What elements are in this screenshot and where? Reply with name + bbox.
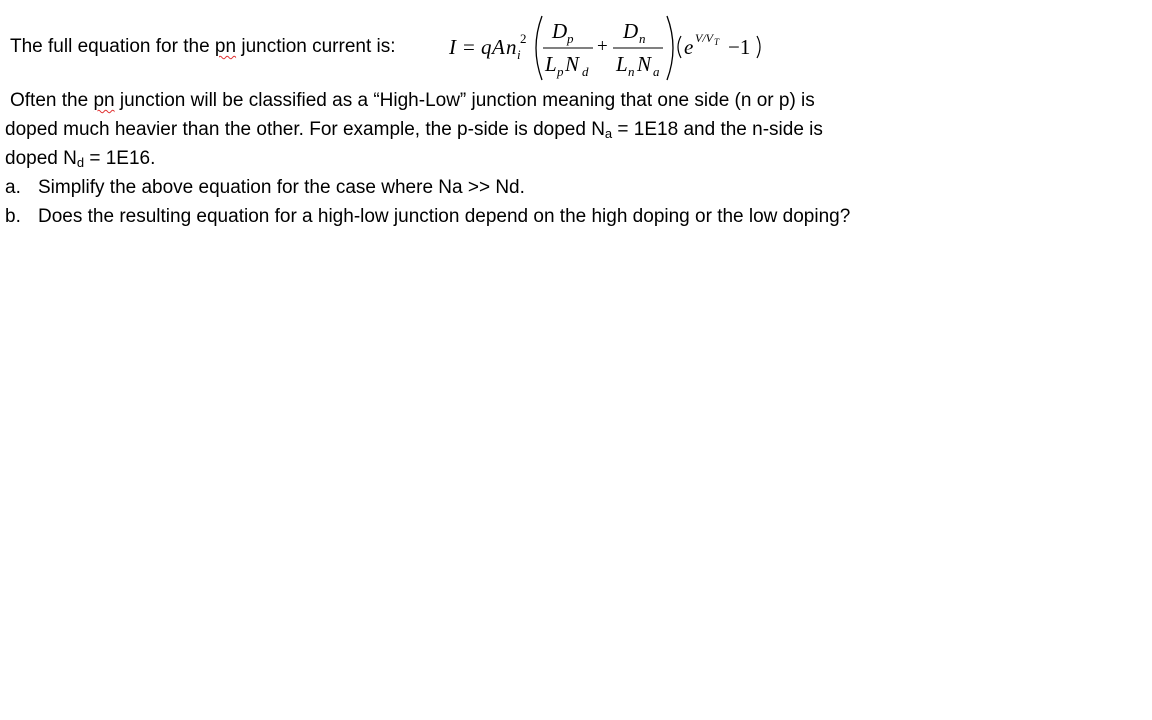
eq-Dp: D — [552, 19, 568, 43]
eq-exponent: V/V — [695, 31, 713, 45]
paragraph-line-3 — [5, 147, 155, 171]
pn-junction-equation — [443, 12, 773, 84]
eq-Dp-sub: p — [567, 31, 574, 46]
eq-Dn: D — [623, 19, 639, 43]
eq-Nd-sub: d — [582, 64, 589, 79]
list-text-a: Simplify the above equation for the case where Na >> Nd. — [38, 177, 525, 198]
intro-label: The full equation for the — [10, 36, 210, 57]
eq-Ln: L — [616, 52, 628, 76]
list-item-b — [5, 205, 850, 229]
eq-Na: N — [637, 52, 652, 76]
eq-plus: + — [597, 36, 608, 57]
eq-Na-sub: a — [653, 64, 660, 79]
eq-Lp: L — [545, 52, 557, 76]
eq-ni-sub: i — [517, 47, 521, 62]
intro-rest: junction current is: — [241, 36, 396, 57]
nd-subscript: d — [76, 155, 85, 170]
list-label-b: b. — [5, 206, 21, 227]
left-big-paren — [536, 16, 542, 80]
para-l2-b: = 1E18 and the n-side is — [612, 119, 823, 140]
right-small-paren — [757, 36, 760, 58]
left-small-paren — [678, 36, 681, 58]
pn-word-2: pn — [93, 90, 115, 111]
list-item-a — [5, 176, 525, 200]
list-label-a: a. — [5, 177, 21, 198]
pn-word: pn — [214, 36, 237, 57]
eq-I: I — [449, 35, 456, 59]
eq-Nd: N — [565, 52, 580, 76]
para-l3-a: doped N — [5, 148, 77, 169]
intro-line — [10, 35, 396, 59]
para-l3-b: = 1E16. — [84, 148, 156, 169]
eq-Ln-sub: n — [628, 64, 635, 79]
right-big-paren — [667, 16, 673, 80]
paragraph-line-1 — [10, 89, 815, 113]
para-l2-a: doped much heavier than the other. For example, the p-side is doped N — [5, 119, 605, 140]
list-text-b: Does the resulting equation for a high-low junction depend on the high doping or the low doping? — [38, 206, 851, 227]
eq-Dn-sub: n — [639, 31, 646, 46]
para-l1-b: junction will be classified as a “High-Low” junction meaning that one side (n or p) is — [119, 90, 815, 111]
eq-q: q — [481, 35, 492, 59]
eq-Lp-sub: p — [557, 64, 564, 79]
eq-A: A — [492, 35, 505, 59]
na-subscript: a — [604, 126, 613, 141]
paragraph-line-2 — [5, 118, 823, 142]
eq-exponent-sub: T — [714, 37, 720, 47]
eq-equals: = — [463, 35, 475, 59]
eq-e: e — [684, 35, 694, 59]
eq-n: n — [506, 35, 517, 59]
eq-ni-sup: 2 — [520, 31, 527, 46]
para-l1-a: Often the — [10, 90, 89, 111]
eq-minus-one: −1 — [728, 35, 751, 59]
